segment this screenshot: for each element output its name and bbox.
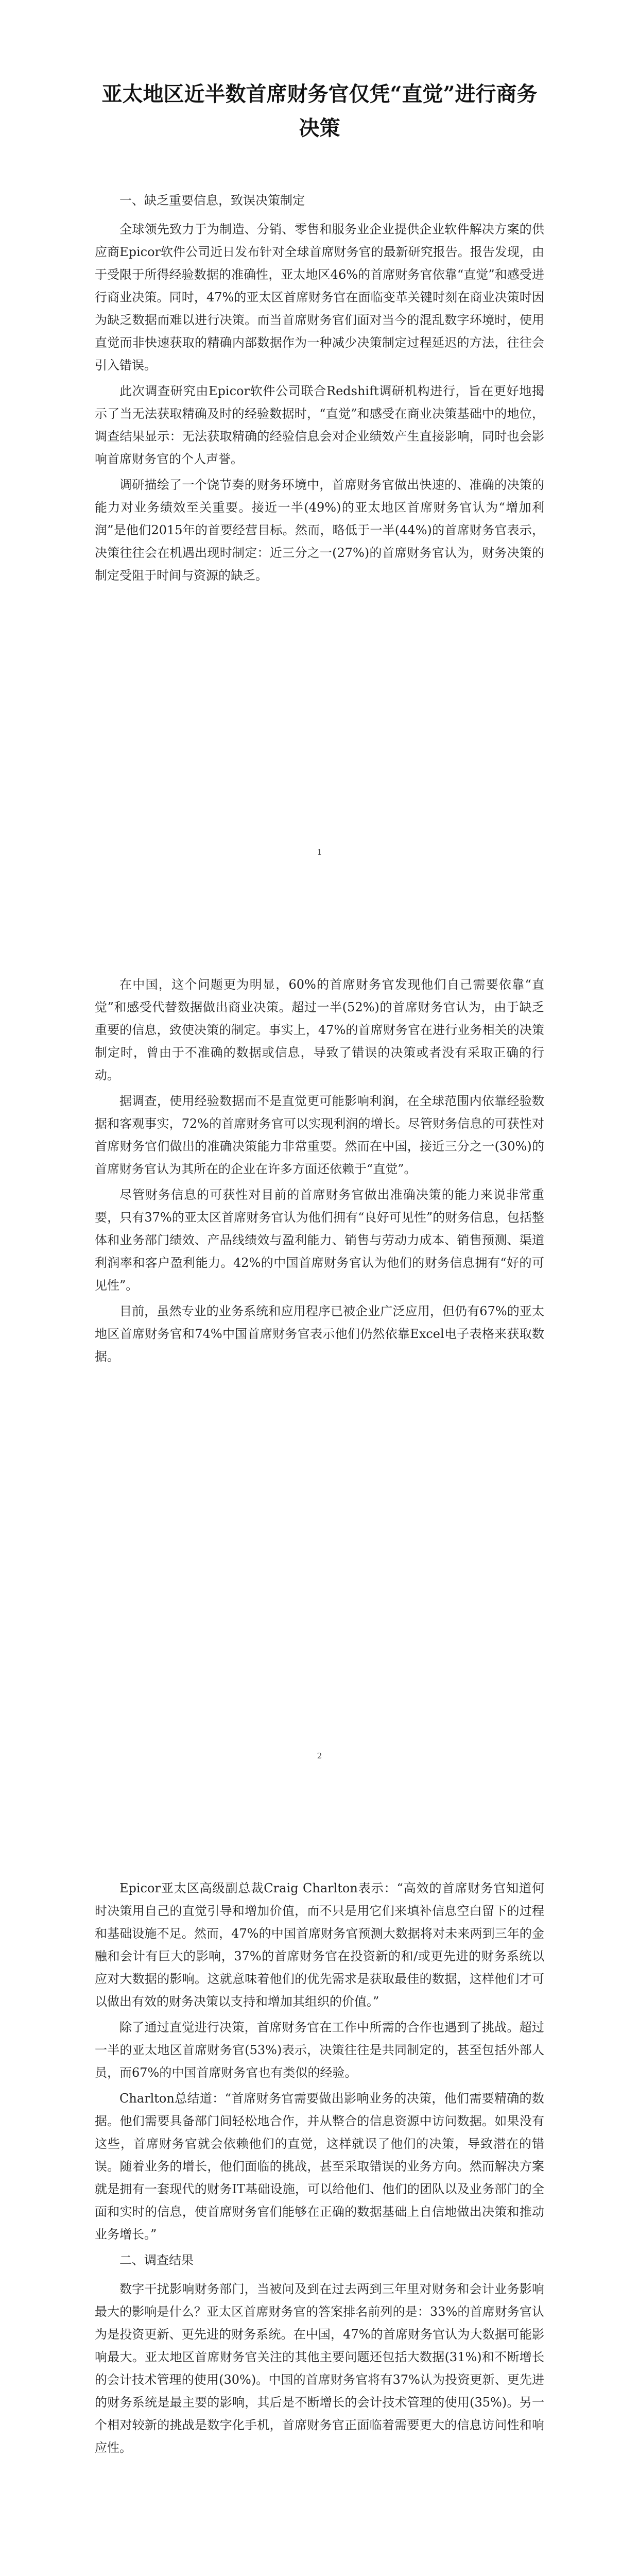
- page-3-content: [95, 1877, 544, 2462]
- paragraph: 目前，虽然专业的业务系统和应用程序已被企业广泛应用，但仍有67%的亚太地区首席财务官和74%中国首席财务官表示他们仍然依靠Excel电子表格来获取数据。: [95, 1304, 544, 1364]
- page-2-content: [95, 973, 544, 1371]
- document-page-2: [0, 904, 639, 1807]
- paragraph: 据调查，使用经验数据而不是直觉更可能影响利润，在全球范围内依靠经验数据和客观事实，72%的首席财务官可以实现利润的增长。尽管财务信息的可获性对首席财务官们做出的准确决策能力非常重要。然而在中国，接近三分之一(30%)的首席财务官认为其所在的企业在许多方面还依赖于“直觉”。: [95, 1094, 544, 1176]
- section-heading-2: 二、调查结果: [119, 2253, 194, 2267]
- paragraph: 除了通过直觉进行决策，首席财务官在工作中所需的合作也遇到了挑战。超过一半的亚太地区首席财务官(53%)表示，决策往往是共同制定的，甚至包括外部人员，而67%的中国首席财务官也有类似的经验。: [95, 2020, 544, 2080]
- page-number: 1: [317, 848, 322, 857]
- section-heading-1: 一、缺乏重要信息，致误决策制定: [119, 193, 305, 208]
- page-number: 2: [317, 1751, 322, 1760]
- paragraph: 在中国，这个问题更为明显，60%的首席财务官发现他们自己需要依靠“直觉”和感受代替数据做出商业决策。超过一半(52%)的首席财务官认为，由于缺乏重要的信息，致使决策的制定。事实上，47%的首席财务官在进行业务相关的决策制定时，曾由于不准确的数据或信息，导致了错误的决策或者没有采取正确的行动。: [95, 977, 544, 1082]
- paragraph: Epicor亚太区高级副总裁Craig Charlton表示：“高效的首席财务官知道何时决策用自己的直觉引导和增加价值，而不只是用它们来填补信息空白留下的过程和基础设施不足。然而，47%的中国首席财务官预测大数据将对未来两到三年的金融和会计有巨大的影响，37%的首席财务官在投资新的和/或更先进的财务系统以应对大数据的影响。这就意味着他们的优先需求是获取最佳的数据，这样他们才可以做出有效的财务决策以支持和增加其组织的价值。”: [95, 1881, 544, 2009]
- paragraph: 数字干扰影响财务部门，当被问及到在过去两到三年里对财务和会计业务影响最大的影响是什么？亚太区首席财务官的答案排名前列的是：33%的首席财务官认为是投资更新、更先进的财务系统。在中国，47%的首席财务官认为大数据可能影响最大。亚太地区首席财务官关注的其他主要问题还包括大数据(31%)和不断增长的会计技术管理的使用(30%)。中国的首席财务官将有37%认为投资更新、更先进的财务系统是最主要的影响，其后是不断增长的会计技术管理的使用(35%)。另一个相对较新的挑战是数字化手机，首席财务官正面临着需要更大的信息访问性和响应性。: [95, 2282, 544, 2455]
- paragraph: 尽管财务信息的可获性对目前的首席财务官做出准确决策的能力来说非常重要，只有37%的亚太区首席财务官认为他们拥有“良好可见性”的财务信息，包括整体和业务部门绩效、产品线绩效与盈利能力、销售与劳动力成本、销售预测、渠道利润率和客户盈利能力。42%的中国首席财务官认为他们的财务信息拥有“好的可见性”。: [95, 1188, 544, 1293]
- paragraph: Charlton总结道：“首席财务官需要做出影响业务的决策，他们需要精确的数据。他们需要具备部门间轻松地合作，并从整合的信息资源中访问数据。如果没有这些，首席财务官就会依赖他们的直觉，这样就误了他们的决策，导致潜在的错误。随着业务的增长，他们面临的挑战，甚至采取错误的业务方向。然而解决方案就是拥有一套现代的财务IT基础设施，可以给他们、他们的团队以及业务部门的全面和实时的信息，使首席财务官们能够在正确的数据基础上自信地做出决策和推动业务增长。”: [95, 2091, 544, 2242]
- document-page-1: [0, 0, 639, 904]
- paragraph: 全球领先致力于为制造、分销、零售和服务业企业提供企业软件解决方案的供应商Epicor软件公司近日发布针对全球首席财务官的最新研究报告。报告发现，由于受限于所得经验数据的准确性，亚太地区46%的首席财务官依靠“直觉”和感受进行商业决策。同时，47%的亚太区首席财务官在面临变革关键时刻在商业决策时因为缺乏数据而难以进行决策。而当首席财务官们面对当今的混乱数字环境时，使用直觉而非快速获取的精确内部数据作为一种减少决策制定过程延迟的方法，往往会引入错误。: [95, 222, 544, 372]
- page-1-content: [95, 77, 544, 590]
- article-title: 亚太地区近半数首席财务官仅凭“直觉”进行商务决策: [101, 82, 538, 140]
- document-page-3: [0, 1807, 639, 2576]
- paragraph: 此次调查研究由Epicor软件公司联合Redshift调研机构进行，旨在更好地揭示了当无法获取精确及时的经验数据时，“直觉”和感受在商业决策基础中的地位，调查结果显示：无法获取精确的经验信息会对企业绩效产生直接影响，同时也会影响首席财务官的个人声誉。: [95, 384, 544, 466]
- paragraph: 调研描绘了一个饶节奏的财务环境中，首席财务官做出快速的、准确的决策的能力对业务绩效至关重要。接近一半(49%)的亚太地区首席财务官认为“增加利润”是他们2015年的首要经营目标。然而，略低于一半(44%)的首席财务官表示，决策往往会在机遇出现时制定：近三分之一(27%)的首席财务官认为，财务决策的制定受阻于时间与资源的缺乏。: [95, 478, 544, 583]
